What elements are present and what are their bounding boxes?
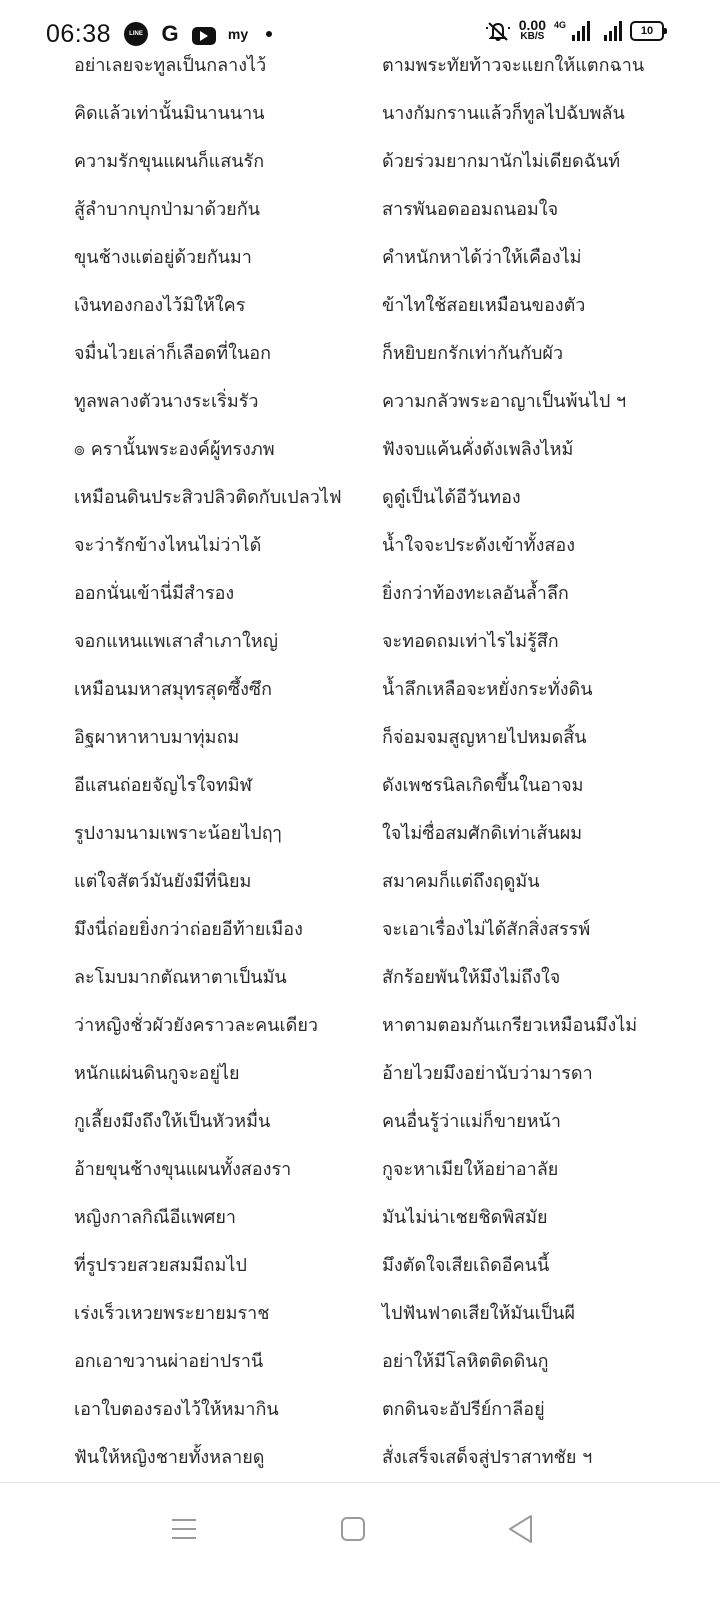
network-type: 4G — [553, 20, 566, 30]
net-speed-unit: KB/S — [520, 31, 545, 42]
poem-line-left: เหมือนมหาสมุทรสุดซึ้งซึก — [74, 679, 273, 700]
poem-line — [0, 90, 720, 138]
poem-line-left: ขุนช้างแต่อยู่ด้วยกันมา — [74, 247, 252, 268]
poem-line — [0, 1386, 720, 1434]
poem-line-right: คนอื่นรู้ว่าแม่ก็ขายหน้า — [382, 1111, 561, 1132]
poem-line-left: หนักแผ่นดินกูจะอยู่ไย — [74, 1063, 240, 1084]
net-speed-value: 0.00 — [518, 17, 546, 33]
poem-line — [0, 906, 720, 954]
poem-line-right: ก็หยิบยกรักเท่ากันกับผัว — [382, 343, 564, 364]
poem-line — [0, 1434, 720, 1482]
menu-icon — [170, 1517, 198, 1541]
poem-line-right: สั่งเสร็จเสด็จสู่ปราสาทชัย ฯ — [382, 1447, 593, 1468]
poem-line-left: จมื่นไวยเล่าก็เลือดที่ในอก — [74, 343, 271, 364]
poem-line — [0, 234, 720, 282]
poem-line — [0, 1338, 720, 1386]
poem-line-right: จะทอดถมเท่าไรไม่รู้สึก — [382, 631, 559, 652]
poem-line-right: กูจะหาเมียให้อย่าอาลัย — [382, 1159, 559, 1180]
g-icon: G — [161, 21, 179, 46]
battery-level: 10 — [640, 25, 654, 37]
poem-line-left: สู้ลำบากบุกป่ามาด้วยกัน — [74, 199, 260, 220]
poem-line-left: กูเลี้ยงมึงถึงให้เป็นหัวหมื่น — [74, 1111, 271, 1132]
poem-line — [0, 1146, 720, 1194]
poem-line — [0, 570, 720, 618]
poem-line-right: สมาคมก็แต่ถึงฤดูมัน — [382, 871, 540, 892]
poem-line-left: เอาใบตองรองไว้ให้หมากิน — [74, 1399, 279, 1420]
net-speed — [518, 17, 546, 42]
poem-line-left: คิดแล้วเท่านั้นมินานนาน — [74, 103, 265, 124]
menu-button[interactable] — [159, 1509, 209, 1549]
poem-line-right: ข้าไทใช้สอยเหมือนของตัว — [382, 295, 586, 316]
mute-icon — [485, 20, 511, 42]
poem-line-right: ใจไม่ซื่อสมศักดิเท่าเส้นผม — [382, 823, 583, 844]
poem-line-left: จอกแหนแพเสาสำเภาใหญ่ — [74, 631, 278, 652]
poem-line-right: สารพันอดออมถนอมใจ — [382, 199, 559, 220]
poem-line-left: อีแสนถ่อยจัญไรใจทมิฬ — [74, 775, 252, 796]
poem-line-right: หาตามตอมกันเกรียวเหมือนมึงไม่ — [382, 1015, 638, 1036]
poem-line — [0, 1002, 720, 1050]
poem-line-right: ไปฟันฟาดเสียให้มันเป็นผี — [382, 1303, 576, 1324]
poem-line-left: ออกนั่นเข้านี่มีสำรอง — [74, 583, 235, 604]
poem-line-left: จะว่ารักข้างไหนไม่ว่าได้ — [74, 535, 262, 556]
poem-line-left: ที่รูปรวยสวยสมมีถมไป — [74, 1255, 247, 1276]
poem-line-left: ว่าหญิงชั่วผัวยังคราวละคนเดียว — [74, 1015, 318, 1036]
poem-line — [0, 282, 720, 330]
poem-line — [0, 1098, 720, 1146]
poem-line-left: ละโมบมากตัณหาตาเป็นมัน — [74, 967, 287, 988]
poem-line-right: ดูดู๋เป็นได้อีวันทอง — [382, 487, 521, 508]
battery-icon — [630, 21, 664, 41]
poem-line — [0, 810, 720, 858]
poem-line-right: สักร้อยพันให้มึงไม่ถึงใจ — [382, 967, 561, 988]
poem-line-right: ตกดินจะอัปรีย์กาลีอยู่ — [382, 1399, 545, 1420]
poem-line-left: หญิงกาลกิณีอีแพศยา — [74, 1207, 236, 1228]
poem-line — [0, 1050, 720, 1098]
poem-line-right: น้ำใจจะประดังเข้าทั้งสอง — [382, 535, 576, 556]
poem-line-right: มึงตัดใจเสียเถิดอีคนนี้ — [382, 1255, 550, 1276]
poem-line-left: รูปงามนามเพราะน้อยไปฤๅ — [74, 823, 282, 844]
poem-line — [0, 522, 720, 570]
poem-line-right: มันไม่น่าเชยชิดพิสมัย — [382, 1207, 548, 1228]
poem-line-right: ความกลัวพระอาญาเป็นพ้นไป ฯ — [382, 391, 627, 412]
poem-line-right: ยิ่งกว่าท้องทะเลอันล้ำลึก — [382, 583, 569, 604]
poem-line-right: ตามพระทัยท้าวจะแยกให้แตกฉาน — [382, 55, 645, 76]
back-button[interactable] — [496, 1509, 546, 1549]
poem-line — [0, 618, 720, 666]
poem-line-right: จะเอาเรื่องไม่ได้สักสิ่งสรรพ์ — [382, 919, 591, 940]
poem-line — [0, 186, 720, 234]
poem-line-left: เงินทองกองไว้มิให้ใคร — [74, 295, 246, 316]
poem-line-left: ความรักขุนแผนก็แสนรัก — [74, 151, 265, 172]
poem-line — [0, 426, 720, 474]
poem-line — [0, 762, 720, 810]
poem-line — [0, 954, 720, 1002]
poem-line-left: เร่งเร็วเหวยพระยายมราช — [74, 1303, 270, 1324]
poem-line — [0, 1194, 720, 1242]
poem-line-left: ๏ ครานั้นพระองค์ผู้ทรงภพ — [74, 439, 275, 460]
poem-line-left: อ้ายขุนช้างขุนแผนทั้งสองรา — [74, 1159, 292, 1180]
home-button[interactable] — [328, 1509, 378, 1549]
poem-line-right: ด้วยร่วมยากมานักไม่เดียดฉันท์ — [382, 151, 621, 172]
navigation-bar — [0, 1483, 720, 1600]
poem-line — [0, 1242, 720, 1290]
poem-line-right: ฟังจบแค้นคั่งดังเพลิงไหม้ — [382, 439, 574, 460]
poem-line-left: มึงนี่ถ่อยยิ่งกว่าถ่อยอีท้ายเมือง — [74, 919, 303, 940]
notification-dot-icon — [266, 31, 272, 37]
home-icon — [340, 1516, 366, 1542]
poem-line — [0, 42, 720, 90]
poem-line — [0, 666, 720, 714]
poem-line-left: อย่าเลยจะทูลเป็นกลางไว้ — [74, 55, 267, 76]
poem-line-left: อิฐผาหาหาบมาทุ่มถม — [74, 727, 240, 748]
poem-line-right: อ้ายไวยมึงอย่านับว่ามารดา — [382, 1063, 593, 1084]
poem-line-left: เหมือนดินประสิวปลิวติดกับเปลวไฟ — [74, 487, 342, 508]
my-ais-label: my — [227, 26, 249, 42]
signal-icon — [604, 21, 622, 41]
poem-line — [0, 330, 720, 378]
status-clock: 06:38 — [46, 20, 112, 48]
line-icon-label: LINE — [129, 31, 143, 37]
poem-content — [0, 42, 720, 1482]
poem-line-right: อย่าให้มีโลหิตติดดินกู — [382, 1351, 549, 1372]
signal-icon — [572, 21, 590, 41]
poem-line-left: ทูลพลางตัวนางระเริ่มรัว — [74, 391, 259, 412]
poem-line-right: ดังเพชรนิลเกิดขึ้นในอาจม — [382, 775, 584, 796]
poem-line-left: แต่ใจสัตว์มันยังมีที่นิยม — [74, 871, 252, 892]
back-icon — [507, 1514, 535, 1544]
poem-line — [0, 378, 720, 426]
poem-line — [0, 714, 720, 762]
poem-line-left: อกเอาขวานผ่าอย่าปรานี — [74, 1351, 264, 1372]
poem-line — [0, 138, 720, 186]
poem-line — [0, 858, 720, 906]
poem-line-right: ก็จ่อมจมสูญหายไปหมดสิ้น — [382, 727, 587, 748]
poem-line — [0, 1290, 720, 1338]
poem-line-right: น้ำลึกเหลือจะหยั่งกระทั่งดิน — [382, 679, 593, 700]
poem-line — [0, 474, 720, 522]
poem-line-right: คำหนักหาได้ว่าให้เคืองไม่ — [382, 247, 582, 268]
poem-line-left: ฟันให้หญิงชายทั้งหลายดู — [74, 1447, 265, 1468]
poem-line-right: นางกัมกรานแล้วก็ทูลไปฉับพลัน — [382, 103, 625, 124]
system-icons — [485, 17, 664, 42]
